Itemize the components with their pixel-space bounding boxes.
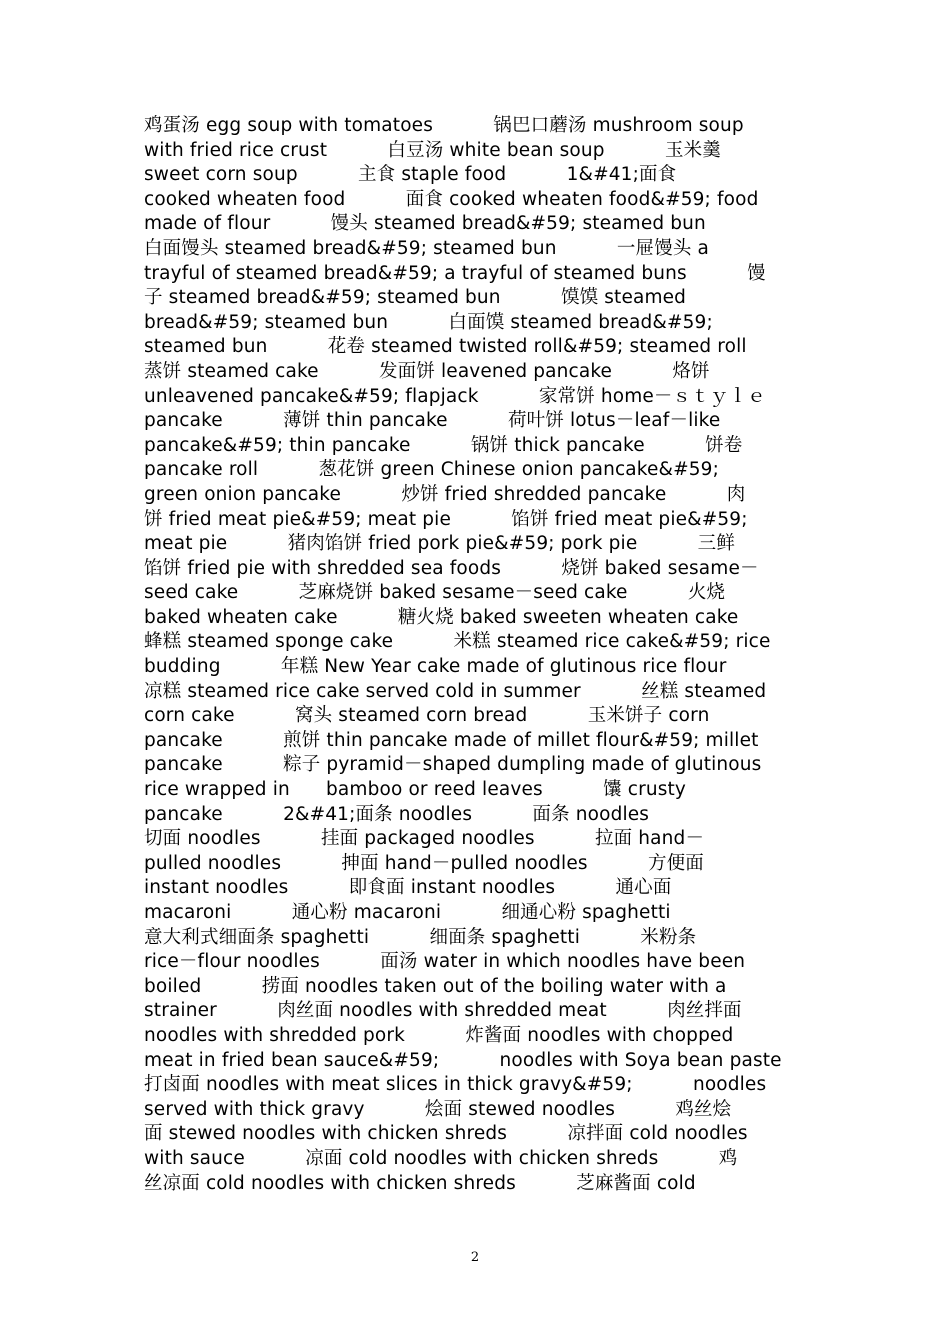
- text-line: 蜂糕 steamed sponge cake 米糕 steamed rice cake&#59; rice: [144, 631, 771, 653]
- text-line: 凉糕 steamed rice cake served cold in summer 丝糕 steamed: [144, 680, 767, 702]
- text-line: 馅饼 fried pie with shredded sea foods 烧饼 baked sesame－: [144, 557, 759, 579]
- text-line: budding 年糕 New Year cake made of glutinous rice flour: [144, 656, 727, 678]
- text-line: 蒸饼 steamed cake 发面饼 leavened pancake 烙饼: [144, 360, 710, 382]
- text-line: instant noodles 即食面 instant noodles 通心面: [144, 877, 672, 899]
- text-line: unleavened pancake&#59; flapjack 家常饼 home－ｓｔｙｌｅ: [144, 385, 766, 407]
- text-line: served with thick gravy 烩面 stewed noodles 鸡丝烩: [144, 1098, 732, 1120]
- text-line: cooked wheaten food 面食 cooked wheaten food&#59; food: [144, 188, 759, 210]
- text-line: pancake 粽子 pyramid－shaped dumpling made of glutinous: [144, 754, 762, 776]
- text-line: pancake 煎饼 thin pancake made of millet flour&#59; millet: [144, 729, 759, 751]
- text-line: with fried rice crust 白豆汤 white bean soup 玉米羹: [144, 139, 721, 161]
- text-line: pancake 薄饼 thin pancake 荷叶饼 lotus－leaf－like: [144, 410, 721, 432]
- text-line: boiled 捞面 noodles taken out of the boiling water with a: [144, 975, 727, 997]
- text-line: pulled noodles 抻面 hand－pulled noodles 方便面: [144, 852, 704, 874]
- text-line: noodles with shredded pork 炸酱面 noodles with chopped: [144, 1024, 734, 1046]
- text-line: with sauce 凉面 cold noodles with chicken shreds 鸡: [144, 1147, 738, 1169]
- page-number: 2: [470, 1250, 480, 1265]
- text-line: corn cake 窝头 steamed corn bread 玉米饼子 corn: [144, 705, 710, 727]
- text-line: bread&#59; steamed bun 白面馍 steamed bread&#59;: [144, 311, 713, 333]
- text-line: pancake roll 葱花饼 green Chinese onion pancake&#59;: [144, 459, 719, 481]
- text-line: rice－flour noodles 面汤 water in which noodles have been: [144, 951, 746, 973]
- text-line: seed cake 芝麻烧饼 baked sesame－seed cake 火烧: [144, 582, 726, 604]
- text-line: pancake&#59; thin pancake 锅饼 thick pancake 饼卷: [144, 434, 743, 456]
- body-text: [144, 114, 812, 1196]
- text-line: strainer 肉丝面 noodles with shredded meat 肉丝拌面: [144, 1000, 742, 1022]
- text-line: meat in fried bean sauce&#59; noodles with Soya bean paste: [144, 1049, 782, 1071]
- text-line: baked wheaten cake 糖火烧 baked sweeten wheaten cake: [144, 606, 739, 628]
- text-line: 丝凉面 cold noodles with chicken shreds 芝麻酱面 cold: [144, 1172, 696, 1194]
- text-line: 打卤面 noodles with meat slices in thick gravy&#59; noodles: [144, 1074, 767, 1096]
- text-line: steamed bun 花卷 steamed twisted roll&#59; steamed roll: [144, 336, 747, 358]
- text-line: 意大利式细面条 spaghetti 细面条 spaghetti 米粉条: [144, 926, 697, 948]
- text-line: trayful of steamed bread&#59; a trayful of steamed buns 馒: [144, 262, 766, 284]
- text-line: green onion pancake 炒饼 fried shredded pancake 肉: [144, 483, 746, 505]
- text-line: sweet corn soup 主食 staple food 1&#41;面食: [144, 164, 677, 186]
- text-line: pancake 2&#41;面条 noodles 面条 noodles: [144, 803, 650, 825]
- text-line: macaroni 通心粉 macaroni 细通心粉 spaghetti: [144, 902, 671, 923]
- text-line: meat pie 猪肉馅饼 fried pork pie&#59; pork pie 三鲜: [144, 533, 735, 555]
- text-line: 饼 fried meat pie&#59; meat pie 馅饼 fried meat pie&#59;: [144, 508, 748, 530]
- text-line: 鸡蛋汤 egg soup with tomatoes 锅巴口蘑汤 mushroom soup: [144, 115, 744, 136]
- text-line: 子 steamed bread&#59; steamed bun 馍馍 steamed: [144, 287, 687, 309]
- text-line: made of flour 馒头 steamed bread&#59; steamed bun: [144, 213, 706, 235]
- text-line: 切面 noodles 挂面 packaged noodles 拉面 hand－: [144, 828, 705, 850]
- text-line: 面 stewed noodles with chicken shreds 凉拌面 cold noodles: [144, 1123, 748, 1145]
- text-line: rice wrapped in bamboo or reed leaves 馕 crusty: [144, 779, 687, 801]
- text-line: 白面馒头 steamed bread&#59; steamed bun 一屉馒头 a: [144, 237, 710, 259]
